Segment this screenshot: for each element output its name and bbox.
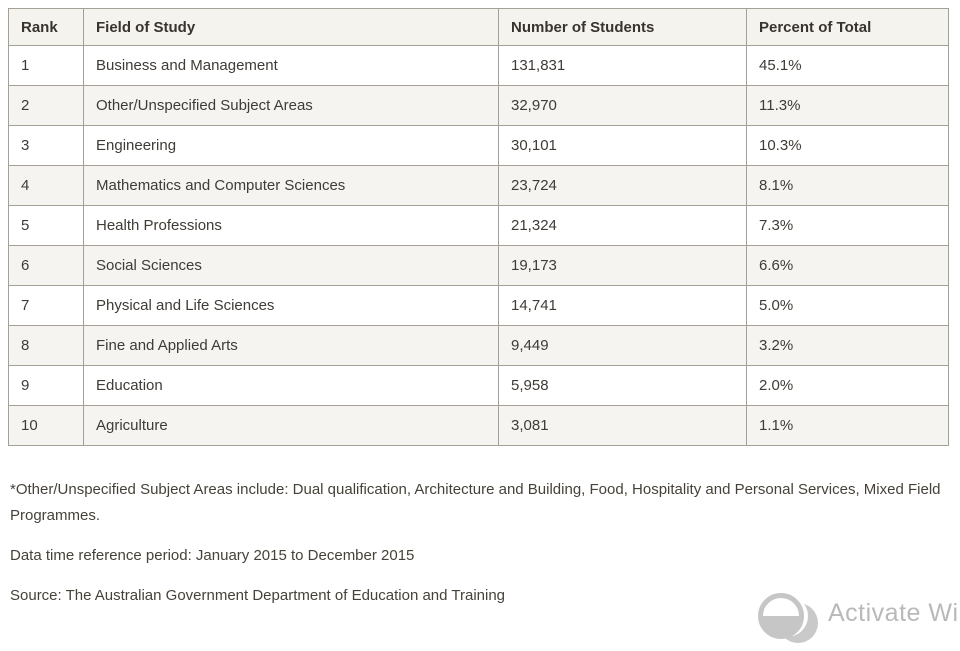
windows-activation-icon-crescent	[778, 603, 818, 643]
table-row	[9, 86, 949, 126]
footnote-source: Source: The Australian Government Department of Education and Training	[10, 587, 506, 604]
table-cell-field: Mathematics and Computer Sciences	[84, 166, 499, 206]
table-cell-percent: 2.0%	[747, 366, 949, 406]
table-cell-rank: 6	[9, 246, 84, 286]
table-cell-rank: 3	[9, 126, 84, 166]
table-cell-students: 14,741	[499, 286, 747, 326]
table-body	[9, 46, 949, 446]
table-cell-students: 32,970	[499, 86, 747, 126]
table-cell-field: Physical and Life Sciences	[84, 286, 499, 326]
table-row	[9, 326, 949, 366]
table-cell-rank: 2	[9, 86, 84, 126]
table-cell-percent: 7.3%	[747, 206, 949, 246]
column-header: Rank	[9, 9, 84, 46]
table-cell-students: 23,724	[499, 166, 747, 206]
table-cell-rank: 4	[9, 166, 84, 206]
table-row	[9, 126, 949, 166]
column-header: Percent of Total	[747, 9, 949, 46]
table-cell-rank: 8	[9, 326, 84, 366]
table-cell-students: 19,173	[499, 246, 747, 286]
table-cell-percent: 10.3%	[747, 126, 949, 166]
table-cell-students: 131,831	[499, 46, 747, 86]
table-cell-percent: 6.6%	[747, 246, 949, 286]
table-row	[9, 166, 949, 206]
table-row	[9, 246, 949, 286]
table-cell-students: 9,449	[499, 326, 747, 366]
table-cell-field: Agriculture	[84, 406, 499, 446]
field-of-study-table	[8, 8, 949, 446]
table-row	[9, 366, 949, 406]
table-cell-field: Fine and Applied Arts	[84, 326, 499, 366]
table-cell-percent: 8.1%	[747, 166, 949, 206]
table-header-row	[9, 9, 949, 46]
table-cell-rank: 5	[9, 206, 84, 246]
table-notes	[10, 477, 946, 609]
table-cell-rank: 7	[9, 286, 84, 326]
table-cell-percent: 11.3%	[747, 86, 949, 126]
table-cell-students: 30,101	[499, 126, 747, 166]
table-cell-rank: 9	[9, 366, 84, 406]
table-row	[9, 406, 949, 446]
table-cell-field: Business and Management	[84, 46, 499, 86]
table-cell-field: Other/Unspecified Subject Areas	[84, 86, 499, 126]
table-cell-percent: 5.0%	[747, 286, 949, 326]
table-cell-field: Health Professions	[84, 206, 499, 246]
column-header: Field of Study	[84, 9, 499, 46]
table-cell-rank: 1	[9, 46, 84, 86]
footnote-other-subjects: *Other/Unspecified Subject Areas include: Dual qualification, Architecture and Building, Food, Hospitality and Personal Services, Mixed Field Programmes.	[10, 481, 941, 524]
table-cell-percent: 3.2%	[747, 326, 949, 366]
table-cell-field: Social Sciences	[84, 246, 499, 286]
table-cell-students: 21,324	[499, 206, 747, 246]
page	[0, 8, 960, 627]
table-cell-students: 5,958	[499, 366, 747, 406]
table-cell-field: Education	[84, 366, 499, 406]
column-header: Number of Students	[499, 9, 747, 46]
table-row	[9, 46, 949, 86]
watermark-label: Activate Wi	[828, 599, 959, 627]
footnote-reference-period: Data time reference period: January 2015 to December 2015	[10, 547, 415, 564]
table-cell-percent: 1.1%	[747, 406, 949, 446]
table-row	[9, 286, 949, 326]
table-cell-percent: 45.1%	[747, 46, 949, 86]
table-cell-students: 3,081	[499, 406, 747, 446]
table-cell-field: Engineering	[84, 126, 499, 166]
table-row	[9, 206, 949, 246]
table-cell-rank: 10	[9, 406, 84, 446]
